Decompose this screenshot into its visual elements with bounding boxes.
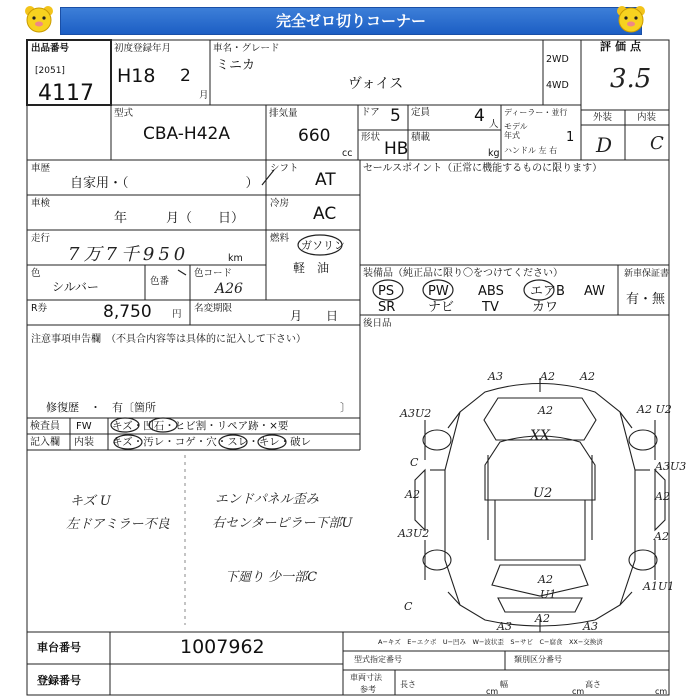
capacity-unit: 人 <box>489 119 499 130</box>
drive-2wd: 2WD <box>546 54 569 65</box>
first-registration-era: H18 <box>117 65 156 87</box>
handnote-2: 左ドアミラー不良 <box>66 517 170 532</box>
width-label: 幅 <box>500 680 508 689</box>
length-label: 長さ <box>400 680 416 689</box>
interior-label: 内装 <box>637 112 657 123</box>
mark-a3u3: A3U3 <box>655 460 687 473</box>
type-number-label: 型式指定番号 <box>354 655 402 664</box>
color-no-label: 色番 <box>150 276 170 287</box>
aircon-label: 冷房 <box>270 198 290 209</box>
later-items-label: 後日品 <box>363 318 392 329</box>
model-year-label: モデル 年式 <box>504 122 528 140</box>
height-label: 高さ <box>585 680 601 689</box>
meigi-label: 名変期限 <box>194 303 233 314</box>
warranty-value: 有・無 <box>626 292 666 307</box>
mark-a2-bot: A2 <box>535 612 550 625</box>
color-value: シルバー <box>52 280 99 294</box>
lot-number: 4117 <box>38 81 94 106</box>
fuel-gasoline: ガソリン <box>301 239 345 252</box>
interior-value: C <box>650 133 664 154</box>
mileage-value: 7万7千950 <box>68 244 190 265</box>
interior-options: キズ・汚レ・コゲ・穴・スレ・キレ・破レ <box>112 436 312 448</box>
recycle-unit: 円 <box>172 309 182 320</box>
mark-a2u2: A2 U2 <box>637 403 672 416</box>
equip-tv: TV <box>482 300 499 315</box>
mark-a1u1: A1U1 <box>643 580 675 593</box>
doors-label: ドア <box>361 107 380 118</box>
class-number-label: 類別区分番号 <box>514 655 562 664</box>
shift-value: AT <box>315 170 336 190</box>
equip-leather: カワ <box>532 300 559 315</box>
mark-c-low: C <box>404 600 413 613</box>
equip-aw: AW <box>584 284 606 299</box>
mark-a3u2-low: A3U2 <box>398 527 430 540</box>
car-name-label: 車名・グレード <box>213 43 280 54</box>
equip-abs: ABS <box>478 284 504 299</box>
color-code-label: 色コード <box>194 268 233 279</box>
mark-u2-center: U2 <box>533 486 553 501</box>
registration-label: 登録番号 <box>37 674 81 687</box>
width-cm: cm <box>572 687 585 696</box>
notes-label: 注意事項申告欄 <box>31 334 101 345</box>
equipment-label: 装備品（純正品に限り〇をつけてください） <box>363 268 563 279</box>
mark-u1: U1 <box>540 588 557 601</box>
car-name: ミニカ <box>216 58 256 73</box>
fw-label: FW <box>76 421 92 432</box>
equip-ps: PS <box>378 284 395 299</box>
lot-sub: [2051] <box>35 66 65 76</box>
recycle-label: R券 <box>31 303 48 314</box>
score-label: 評価点 <box>600 40 645 53</box>
displacement-unit: cc <box>342 148 353 159</box>
reference-label: 参考 <box>360 685 376 694</box>
color-label: 色 <box>31 268 41 279</box>
model-value: CBA-H42A <box>143 124 230 144</box>
shape-value: HB <box>384 139 409 159</box>
mark-a2-roof: A2 <box>538 404 553 417</box>
month-unit: 月 <box>199 90 209 101</box>
mark-a2-left: A2 <box>405 488 420 501</box>
equip-airbag: エアB <box>530 284 565 299</box>
history-label: 車歴 <box>31 163 51 174</box>
doors-value: 5 <box>390 106 401 126</box>
exterior-label: 外装 <box>593 112 613 123</box>
interior-row-label: 内装 <box>74 437 94 448</box>
damage-legend: A−キズ E−エクボ U−凹み W−波状歪 S−サビ C−腐食 XX−交換済 <box>378 638 603 646</box>
chassis-number: 1007962 <box>180 636 265 658</box>
lot-number-label: 出品番号 <box>31 43 70 54</box>
handnote-4: 右センターピラー下部U <box>212 516 353 531</box>
fw-options: キズ・凹石・ヒビ割・リペア跡・×要 <box>112 420 289 432</box>
car-grade: ヴォイス <box>348 76 404 92</box>
handnote-5: 下廻り 少一部C <box>225 570 318 585</box>
score-value: 3.5 <box>610 64 652 94</box>
mark-a2-top1: A2 <box>540 370 555 383</box>
inspection-label: 車検 <box>31 198 51 209</box>
length-cm: cm <box>486 687 499 696</box>
mark-a2-low: A2 <box>654 530 669 543</box>
repair-history-close: 〕 <box>340 401 351 414</box>
warranty-label: 新車保証書 <box>624 269 670 279</box>
equip-pw: PW <box>428 284 449 299</box>
first-registration-month: 2 <box>180 66 191 86</box>
dealer-handnote: 1 <box>566 130 575 145</box>
mileage-label: 走行 <box>31 233 51 244</box>
history-value: 自家用・（ ） <box>70 176 259 191</box>
drive-4wd: 4WD <box>546 80 569 91</box>
displacement-label: 排気量 <box>269 108 298 119</box>
exterior-value: D <box>596 133 613 157</box>
mark-a3u2: A3U2 <box>400 407 432 420</box>
capacity-label: 定員 <box>411 107 431 118</box>
mark-xx: XX <box>530 428 550 444</box>
sales-point-label: セールスポイント（正常に機能するものに限ります） <box>363 163 603 174</box>
inspector-label: 検査員 <box>30 421 60 432</box>
fuel-label: 燃料 <box>270 233 290 244</box>
aircon-value: AC <box>313 204 337 224</box>
mileage-unit: km <box>228 253 243 264</box>
capacity-value: 4 <box>474 106 485 126</box>
mark-a3-bot2: A3 <box>583 620 598 633</box>
first-registration-label: 初度登録年月 <box>114 43 172 54</box>
height-cm: cm <box>655 687 668 696</box>
shift-label: シフト <box>270 163 299 174</box>
mark-a3-bot1: A3 <box>497 620 512 633</box>
repair-history-label: 修復歴 ・ 有〔箇所 <box>46 401 156 414</box>
mark-a3-top: A3 <box>488 370 503 383</box>
notes-note: （不具合内容等は具体的に記入して下さい） <box>106 334 306 345</box>
mark-c-left: C <box>410 456 419 469</box>
dimensions-label: 車両寸法 <box>350 673 382 682</box>
recycle-value: 8,750 <box>103 302 152 322</box>
banner-title: 完全ゼロ切りコーナー <box>60 7 642 35</box>
inspector-entry-label: 記入欄 <box>30 437 60 448</box>
displacement-value: 660 <box>298 126 331 146</box>
mark-a2-rear: A2 <box>538 573 553 586</box>
dealer-label: ディーラー・並行 <box>504 108 568 117</box>
shape-label: 形状 <box>361 132 381 143</box>
inspection-value: 年 月（ 日） <box>114 211 245 226</box>
chassis-label: 車台番号 <box>37 641 81 654</box>
load-label: 積載 <box>411 132 431 143</box>
model-label: 型式 <box>114 108 134 119</box>
handle-label: ハンドル 左 右 <box>504 146 558 155</box>
mark-a2-top2: A2 <box>580 370 595 383</box>
color-code: A26 <box>215 281 243 297</box>
equip-navi: ナビ <box>428 300 455 315</box>
load-unit: kg <box>488 148 500 159</box>
handnote-1: キズ U <box>70 494 111 509</box>
equip-sr: SR <box>378 300 396 315</box>
handnote-3: エンドパネル歪み <box>215 492 319 507</box>
mark-a2-right: A2 <box>655 490 670 503</box>
fuel-diesel: 軽 油 <box>293 261 330 275</box>
meigi-value: 月 日 <box>290 309 339 323</box>
